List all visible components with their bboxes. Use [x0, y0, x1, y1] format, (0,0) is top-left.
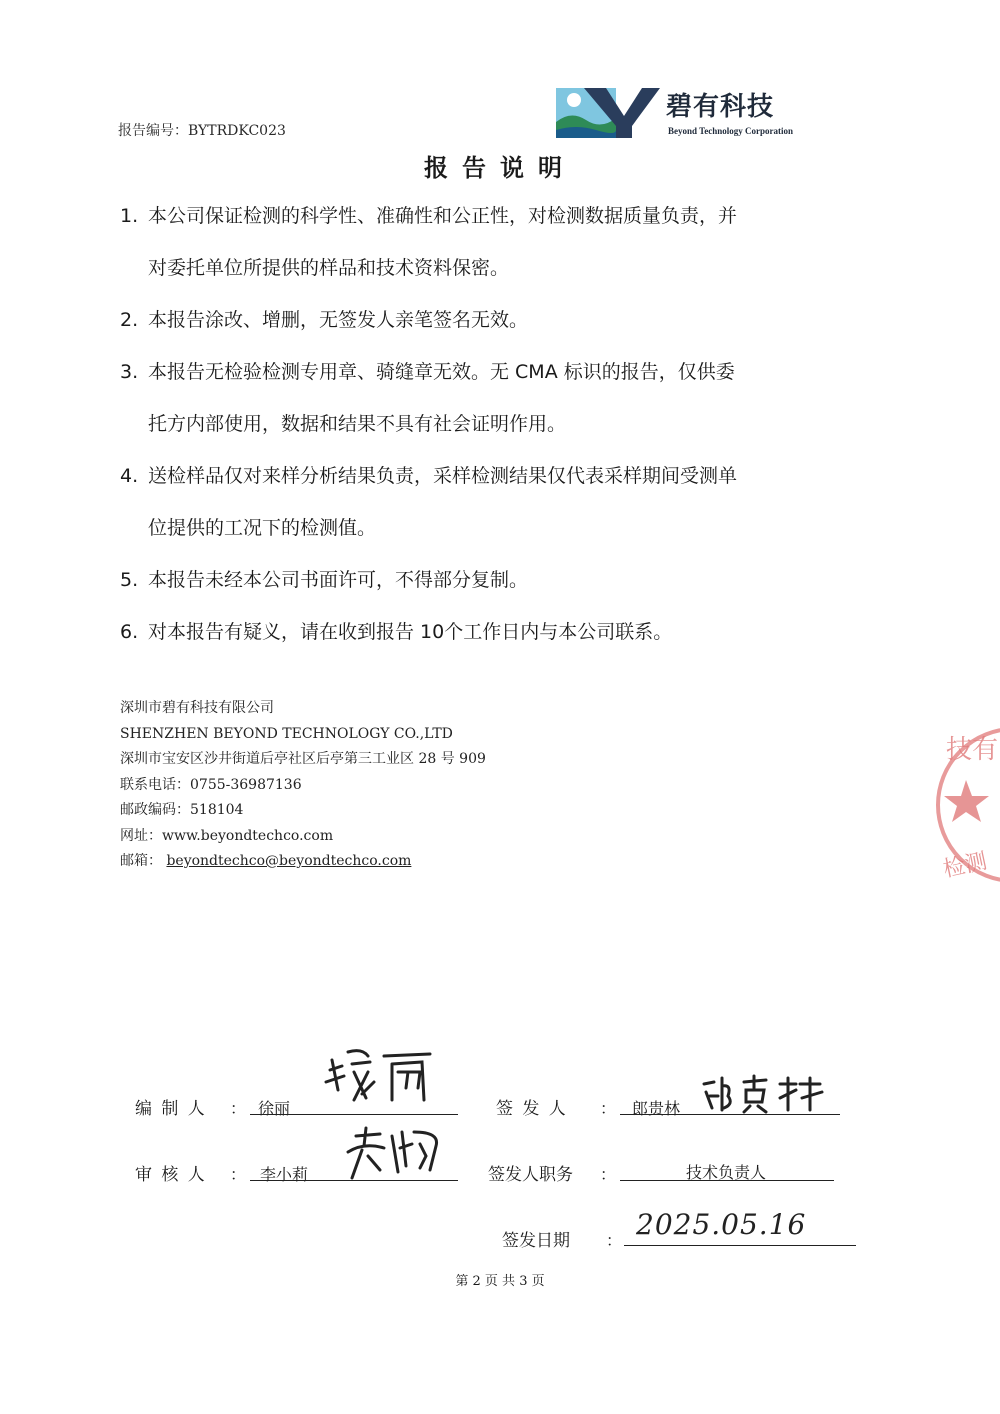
list-item: [120, 554, 860, 606]
page-number: 第 2 页 共 3 页: [455, 1274, 545, 1289]
company-email[interactable]: beyondtechco@beyondtechco.com: [166, 853, 412, 869]
issue-date-colon: ：: [606, 1231, 623, 1250]
item-number: 4.: [120, 465, 139, 487]
email-label: 邮箱：: [120, 853, 162, 869]
reviewer-handwritten-signature: [340, 1126, 450, 1182]
preparer-colon: ：: [230, 1099, 247, 1118]
report-number: 报告编号：BYTRDKC023: [118, 123, 286, 139]
issuer-label: 签 发 人: [496, 1099, 568, 1119]
company-website[interactable]: 网址：www.beyondtechco.com: [120, 827, 334, 844]
item-text-cont: 位提供的工况下的检测值。: [148, 517, 377, 539]
item-number: 3.: [120, 361, 139, 383]
svg-text:技有: 技有: [946, 735, 999, 765]
item-text: 本公司保证检测的科学性、准确性和公正性，对检测数据质量负责，并: [148, 205, 738, 227]
issue-date-handwritten: 2025.05.16: [636, 1208, 807, 1241]
page-title: 报告说明: [424, 154, 576, 182]
logo-mark-icon: [556, 86, 661, 142]
issuer-handwritten-signature: [700, 1074, 830, 1114]
reviewer-name: 李小莉: [260, 1165, 309, 1184]
reviewer-label: 审 核 人: [135, 1165, 207, 1185]
list-item: [120, 346, 860, 450]
svg-text:检测: 检测: [941, 848, 990, 883]
item-text-cont: 对委托单位所提供的样品和技术资料保密。: [148, 257, 510, 279]
preparer-line: [250, 1113, 458, 1115]
preparer-name: 徐丽: [258, 1099, 291, 1118]
company-name-en: SHENZHEN BEYOND TECHNOLOGY CO.,LTD: [120, 725, 453, 742]
issuer-colon: ：: [600, 1099, 617, 1118]
company-logo: [556, 86, 818, 142]
logo-cn-text: 碧有科技: [666, 92, 775, 122]
company-email-row: [120, 849, 486, 875]
contact-block: [120, 696, 486, 875]
official-seal-stamp: [936, 710, 1000, 900]
logo-en-text: Beyond Technology Corporation: [668, 126, 794, 136]
item-text: 对本报告有疑义，请在收到报告 10个工作日内与本公司联系。: [148, 621, 673, 643]
issue-date-label: 签发日期: [502, 1231, 570, 1251]
preparer-handwritten-signature: [322, 1042, 437, 1108]
item-text: 本报告无检验检测专用章、骑缝章无效。无 CMA 标识的报告，仅供委: [148, 361, 735, 383]
list-item: [120, 294, 860, 346]
list-item: [120, 450, 860, 554]
item-text-cont: 托方内部使用，数据和结果不具有社会证明作用。: [148, 413, 567, 435]
list-item: [120, 190, 860, 294]
issuer-name: 郎贵林: [632, 1099, 681, 1118]
list-item: [120, 606, 860, 658]
company-phone: 联系电话：0755-36987136: [120, 776, 302, 793]
item-number: 2.: [120, 309, 139, 331]
issuer-title-colon: ：: [600, 1165, 617, 1184]
company-postcode: 邮政编码：518104: [120, 802, 244, 818]
issuer-title-line: [620, 1179, 834, 1181]
item-number: 6.: [120, 621, 139, 643]
reviewer-colon: ：: [230, 1165, 247, 1184]
item-number: 1.: [120, 205, 139, 227]
item-text: 本报告涂改、增删，无签发人亲笔签名无效。: [148, 309, 529, 331]
issuer-title-value: 技术负责人: [686, 1163, 767, 1182]
issuer-title-label: 签发人职务: [488, 1165, 573, 1185]
item-number: 5.: [120, 569, 139, 591]
company-address: 深圳市宝安区沙井街道后亭社区后亭第三工业区 28 号 909: [120, 751, 486, 767]
issue-date-line: [624, 1244, 856, 1246]
company-name-cn: 深圳市碧有科技有限公司: [120, 700, 274, 716]
item-text: 本报告未经本公司书面许可，不得部分复制。: [148, 569, 529, 591]
item-text: 送检样品仅对来样分析结果负责，采样检测结果仅代表采样期间受测单: [148, 465, 738, 487]
preparer-label: 编 制 人: [135, 1099, 207, 1119]
